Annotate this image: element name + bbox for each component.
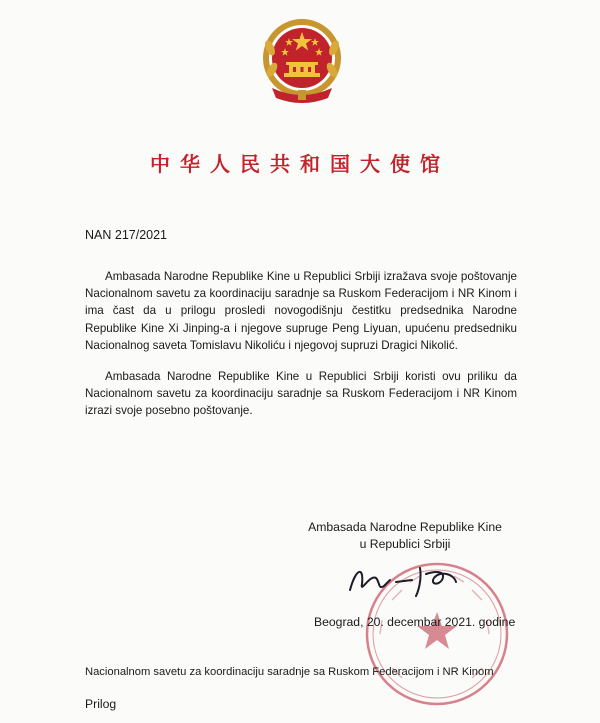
handwritten-signature (342, 560, 462, 600)
recipient-line: Nacionalnom savetu za koordinaciju saradnje sa Ruskom Federacijom i NR Kinom (85, 666, 494, 678)
sender-line-1: Ambasada Narodne Republike Kine (308, 520, 502, 534)
sender-line-2: u Republici Srbiji (359, 537, 451, 551)
attachment-label: Prilog (85, 697, 117, 711)
reference-number: NAN 217/2021 (85, 228, 168, 242)
national-emblem-icon (258, 18, 346, 108)
place-and-date: Beograd, 20. decembar 2021. godine (314, 615, 516, 629)
embassy-name-heading: 中华人民共和国大使馆 (150, 152, 450, 176)
body-paragraph-2: Ambasada Narodne Republike Kine u Republici Srbiji koristi ovu priliku da Nacionalnom savetu za koordinaciju saradnje sa Ruskom Federacijom i NR Kinom izrazi svoje posebno poštovanje. (85, 370, 517, 418)
body-paragraph-1: Ambasada Narodne Republike Kine u Republici Srbiji izražava svoje poštovanje Nacionalnom savetu za koordinaciju saradnje sa Ruskom Federacijom i NR Kinom i ima čast da u prilogu prosledi novogodišnju čestitku predsednika Narodne Republike Kine Xi Jinping-a i njegove supruge Peng Liyuan, upućenu predsedniku Nacionalnog saveta Tomislavu Nikoliću i njegovoj supruzi Dragici Nikolić. (85, 270, 517, 352)
sender-block (300, 519, 510, 553)
